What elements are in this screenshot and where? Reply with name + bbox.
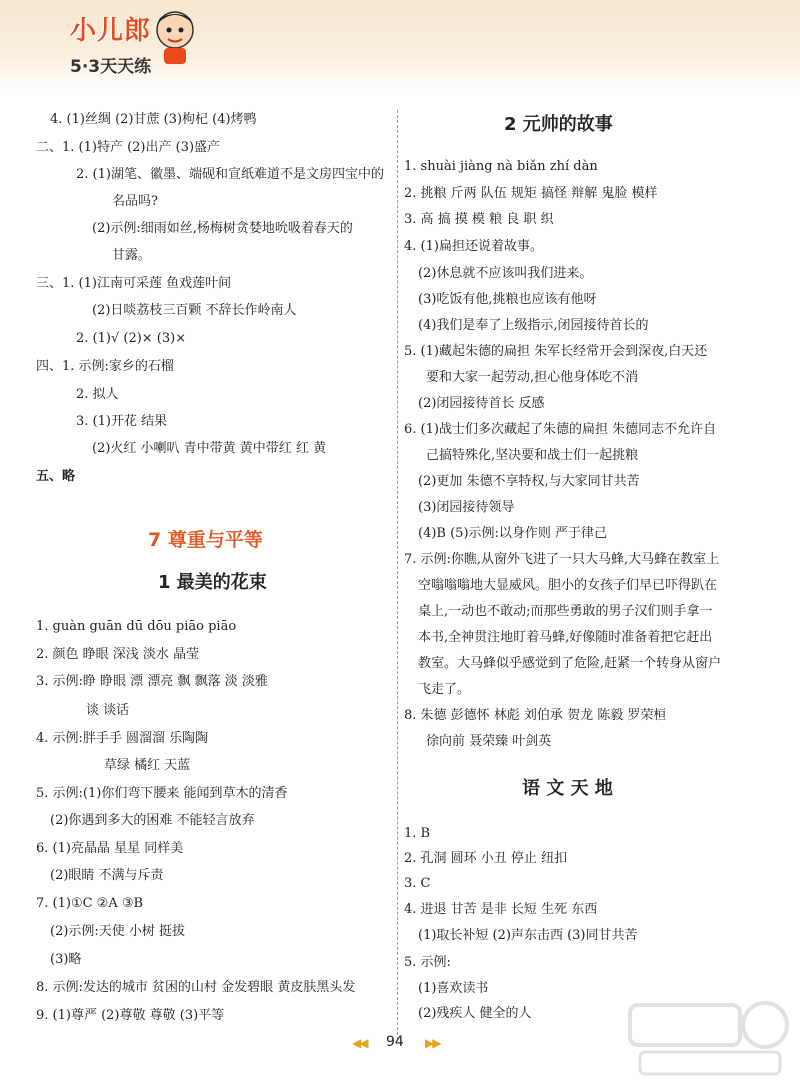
lesson-title: 1 最美的花束 (158, 572, 267, 593)
page-number: 94 (386, 1034, 404, 1050)
answer-line: 3. (1)开花 结果 (76, 414, 168, 429)
answer-line: 6. (1)战士们多次藏起了朱德的扁担 朱德同志不允许自 (404, 422, 717, 437)
answer-line: (2)日啖荔枝三百颗 不辞长作岭南人 (92, 303, 297, 318)
answer-line: 7. (1)①C ②A ③B (36, 896, 144, 911)
answer-line: 甘露。 (112, 248, 152, 263)
answer-line: 2. 孔洞 圆环 小丑 停止 纽扣 (404, 851, 568, 866)
answer-line: 4. (1)丝绸 (2)甘蔗 (3)枸杞 (4)烤鸭 (50, 112, 257, 127)
answer-line: 2. 颜色 睁眼 深浅 淡水 晶莹 (36, 647, 200, 662)
answer-line: (1)喜欢读书 (418, 981, 489, 996)
answer-line: (2)更加 朱德不享特权,与大家同甘共苦 (418, 474, 640, 489)
answer-line: 2. (1)√ (2)× (3)× (76, 331, 187, 346)
answer-line: 桌上,一动也不敢动;而那些勇敢的男子汉们则手拿一 (418, 604, 713, 619)
answer-line: 谈 谈话 (86, 703, 130, 718)
answer-line: 飞走了。 (418, 682, 471, 697)
answer-line: (2)火红 小喇叭 青中带黄 黄中带红 红 黄 (92, 441, 327, 456)
answer-line: 空嗡嗡嗡地大显威风。胆小的女孩子们早已吓得趴在 (418, 578, 718, 593)
answer-line: 1. shuài jiàng nà biǎn zhí dàn (404, 159, 598, 174)
answer-line: (2)闭园接待首长 反感 (418, 396, 545, 411)
answer-line: (3)闭园接待领导 (418, 500, 515, 515)
answer-line: 5. 示例: (404, 955, 451, 970)
column-divider (397, 110, 398, 1040)
answer-line: (2)示例:天使 小树 挺拔 (50, 924, 186, 939)
answer-line: 2. 挑粮 斤两 队伍 规矩 搞怪 辩解 鬼脸 模样 (404, 186, 658, 201)
answer-line: 草绿 橘红 天蓝 (104, 758, 191, 773)
answer-line: 要和大家一起劳动,担心他身体吃不消 (426, 370, 639, 385)
answer-line: 本书,全神贯注地盯着马蜂,好像随时准备着把它赶出 (418, 630, 713, 645)
answer-line: 己搞特殊化,坚决要和战士们一起挑粮 (426, 448, 639, 463)
answer-line: (2)示例:细雨如丝,杨梅树贪婪地吮吸着春天的 (92, 221, 353, 236)
answer-line: (1)取长补短 (2)声东击西 (3)同甘共苦 (418, 928, 638, 943)
answer-line: 5. 示例:(1)你们弯下腰来 能闻到草木的清香 (36, 786, 288, 801)
answer-line: 1. guàn guān dū dōu piāo piāo (36, 619, 237, 634)
lesson-title: 2 元帅的故事 (504, 114, 613, 135)
section-title: 语 文 天 地 (522, 778, 613, 799)
answer-line: 8. 朱德 彭德怀 林彪 刘伯承 贺龙 陈毅 罗荣桓 (404, 708, 667, 723)
answer-line: 教室。大马蜂似乎感觉到了危险,赶紧一个转身从窗户 (418, 656, 722, 671)
answer-line: 四、1. 示例:家乡的石榴 (36, 359, 174, 374)
answer-line: (2)休息就不应该叫我们进来。 (418, 266, 593, 281)
prev-arrows-icon: ◀◀ (352, 1036, 367, 1050)
answer-line: 4. (1)扁担还说着故事。 (404, 239, 543, 254)
brand-title: 小儿郎 (70, 16, 152, 46)
answer-line: 五、略 (36, 469, 76, 484)
header-banner (0, 0, 800, 92)
answer-line: 7. 示例:你瞧,从窗外飞进了一只大马蜂,大马蜂在教室上 (404, 552, 720, 567)
answer-line: 徐向前 聂荣臻 叶剑英 (426, 734, 552, 749)
answer-line: (4)B (5)示例:以身作则 严于律己 (418, 526, 608, 541)
answer-line: 二、1. (1)特产 (2)出产 (3)盛产 (36, 140, 221, 155)
answer-line: (2)残疾人 健全的人 (418, 1006, 532, 1021)
mascot-boy-icon (150, 6, 200, 66)
next-arrows-icon: ▶▶ (425, 1036, 440, 1050)
answer-line: 3. 高 搞 摸 模 粮 良 职 织 (404, 212, 554, 227)
answer-line: (3)略 (50, 952, 82, 967)
answer-line: (3)吃饭有他,挑粮也应该有他呀 (418, 292, 597, 307)
answer-line: 5. (1)藏起朱德的扁担 朱军长经常开会到深夜,白天还 (404, 344, 708, 359)
answer-line: 9. (1)尊严 (2)尊敬 尊敬 (3)平等 (36, 1008, 225, 1023)
answer-line: 三、1. (1)江南可采莲 鱼戏莲叶间 (36, 276, 232, 291)
answer-line: 8. 示例:发达的城市 贫困的山村 金发碧眼 黄皮肤黑头发 (36, 980, 356, 995)
answer-line: 2. (1)湖笔、徽墨、端砚和宣纸难道不是文房四宝中的 (76, 167, 384, 182)
answer-line: 2. 拟人 (76, 387, 119, 402)
answer-line: 6. (1)亮晶晶 星星 同样美 (36, 841, 184, 856)
answer-line: (2)眼睛 不满与斥责 (50, 868, 164, 883)
answer-line: 4. 进退 甘苦 是非 长短 生死 东西 (404, 902, 598, 917)
answer-line: (2)你遇到多大的困难 不能轻言放弃 (50, 813, 255, 828)
answer-line: 1. B (404, 826, 431, 841)
unit-title: 7 尊重与平等 (148, 529, 263, 551)
watermark-logo-icon (620, 990, 790, 1080)
answer-line: 名品吗? (112, 194, 158, 209)
answer-line: 3. C (404, 876, 431, 891)
answer-line: (4)我们是奉了上级指示,闭园接待首长的 (418, 318, 649, 333)
answer-line: 4. 示例:胖手手 圆溜溜 乐陶陶 (36, 731, 209, 746)
answer-line: 3. 示例:睁 睁眼 漂 漂亮 飘 飘落 淡 淡雅 (36, 674, 268, 689)
brand-subtitle: 5·3天天练 (70, 57, 152, 77)
